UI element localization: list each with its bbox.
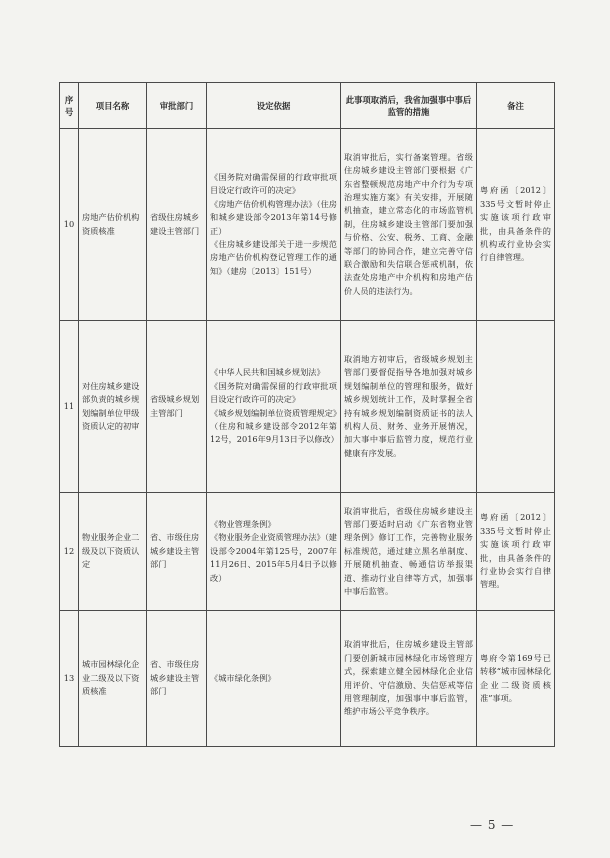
item-name: 物业服务企业二级及以下资质认定 — [79, 493, 147, 611]
header-dept: 审批部门 — [147, 83, 207, 129]
table-row — [60, 493, 555, 611]
header-name: 项目名称 — [79, 83, 147, 129]
legal-basis: 《国务院对确需保留的行政审批项目设定行政许可的决定》 《房地产估价机构管理办法》（住房和城乡建设部令2013年第14号修正） 《住房城乡建设部关于进一步规范房地产估价机构登记管理工作的通知》（建房〔2013〕151号） — [207, 129, 341, 321]
page-number: — 5 — — [470, 818, 515, 832]
approval-dept: 省级城乡规划主管部门 — [147, 321, 207, 493]
supervision-measures: 取消审批后，省级住房城乡建设主管部门要适时启动《广东省物业管理条例》修订工作，完善物业服务标准规范，通过建立黑名单制度、开展随机抽查、畅通信访举报渠道、推动行业自律等方式，加强事中事后监管。 — [341, 493, 477, 611]
table-row — [60, 129, 555, 321]
item-name: 对住房城乡建设部负责的城乡规划编制单位甲级资质认定的初审 — [79, 321, 147, 493]
approval-items-table — [59, 82, 555, 747]
header-basis: 设定依据 — [207, 83, 341, 129]
supervision-measures: 取消审批后，住房城乡建设主管部门要创新城市园林绿化市场管理方式，探索建立健全园林绿化企业信用评价、守信激励、失信惩戒等信用管理制度，加强事中事后监管，维护市场公平竞争秩序。 — [341, 611, 477, 747]
remark: 粤府令第169号已转移“城市园林绿化企业二级资质核准”事项。 — [477, 611, 555, 747]
row-num: 11 — [60, 321, 79, 493]
item-name: 房地产估价机构资质核准 — [79, 129, 147, 321]
header-note: 备注 — [477, 83, 555, 129]
header-measures: 此事项取消后，我省加强事中事后监管的措施 — [341, 83, 477, 129]
supervision-measures: 取消审批后，实行备案管理。省级住房城乡建设主管部门要根据《广东省整顿规范房地产中介行为专项治理实施方案》有关安排，开展随机抽查，建立常态化的市场监管机制，住房城乡建设主管部门要加强与价格、公安、税务、工商、金融等部门的协同合作，建立完善守信联合激励和失信联合惩戒机制，依法查处房地产中介机构和房地产估价人员的违法行为。 — [341, 129, 477, 321]
legal-basis: 《城市绿化条例》 — [207, 611, 341, 747]
header-num: 序号 — [60, 83, 79, 129]
approval-dept: 省级住房城乡建设主管部门 — [147, 129, 207, 321]
legal-basis: 《物业管理条例》 《物业服务企业资质管理办法》（建设部令2004年第125号，2007年11月26日、2015年5月4日予以修改） — [207, 493, 341, 611]
remark: 粤府函〔2012〕335号文暂时停止实施该项行政审批，由具备条件的行业协会实行自律管理。 — [477, 493, 555, 611]
remark: 粤府函〔2012〕335号文暂时停止实施该项行政审批，由具备条件的机构或行业协会实行自律管理。 — [477, 129, 555, 321]
row-num: 13 — [60, 611, 79, 747]
item-name: 城市园林绿化企业二级及以下资质核准 — [79, 611, 147, 747]
approval-dept: 省、市级住房城乡建设主管部门 — [147, 611, 207, 747]
approval-dept: 省、市级住房城乡建设主管部门 — [147, 493, 207, 611]
legal-basis: 《中华人民共和国城乡规划法》 《国务院对确需保留的行政审批项目设定行政许可的决定》 《城乡规划编制单位资质管理规定》（住房和城乡建设部令2012年第12号，2016年9月13日予以修改） — [207, 321, 341, 493]
table-row — [60, 611, 555, 747]
table-header-row — [60, 83, 555, 129]
row-num: 12 — [60, 493, 79, 611]
row-num: 10 — [60, 129, 79, 321]
table-row — [60, 321, 555, 493]
supervision-measures: 取消地方初审后，省级城乡规划主管部门要督促指导各地加强对城乡规划编制单位的管理和服务，做好城乡规划统计工作，及时掌握全省持有城乡规划编制资质证书的法人机构人员、财务、业务开展情况，加大事中事后监管力度，规范行业健康有序发展。 — [341, 321, 477, 493]
remark — [477, 321, 555, 493]
